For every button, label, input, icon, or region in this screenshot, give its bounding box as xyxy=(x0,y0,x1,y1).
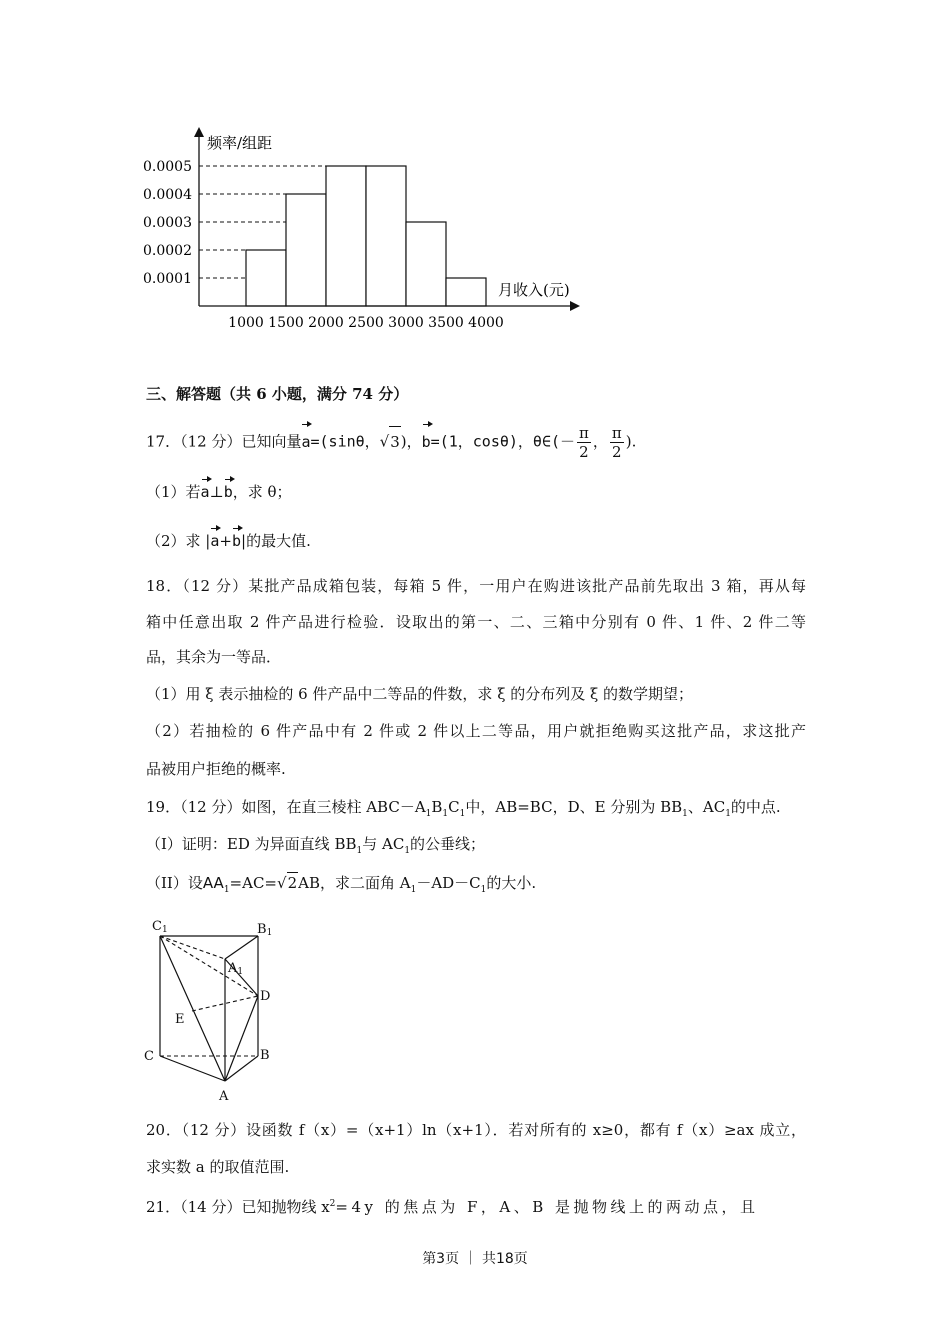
q18-part2-line1: （2）若抽检的 6 件产品中有 2 件或 2 件以上二等品，用户就拒绝购买这批产品，求这批产 xyxy=(146,722,806,740)
q19-stem: 19．（12 分）如图，在直三棱柱 $ABC-A_1B_1C_1$中，AB=BC，D、E 分别为 $BB_1$、$AC_1$的中点. xyxy=(146,798,781,819)
x-tick-label: 4000 xyxy=(468,315,504,331)
x-tick-label: 1000 xyxy=(228,315,264,331)
y-tick-label: 0.0002 xyxy=(143,243,192,259)
label-e: E xyxy=(175,1012,185,1027)
y-tick-label: 0.0001 xyxy=(143,271,192,287)
q18-line2: 箱中任意出取 2 件产品进行检验．设取出的第一、二、三箱中分别有 0 件、1 件、2 件二等 xyxy=(146,613,806,631)
x-tick-labels xyxy=(228,315,504,331)
fraction-pi-over-2: $\frac{\pi}{2}$ xyxy=(579,424,589,461)
section-heading: 三、解答题（共 6 小题，满分 74 分） xyxy=(146,385,409,403)
x-axis-arrow xyxy=(570,301,580,311)
q17-part2: （2）求 |a+b|的最大值. xyxy=(146,532,311,550)
label-a: A xyxy=(219,1089,229,1104)
x-tick-label: 3000 xyxy=(388,315,424,331)
label-b: B xyxy=(260,1048,270,1063)
y-tick-labels xyxy=(143,159,192,287)
vector-b: b xyxy=(231,532,242,550)
label-a1: A1 xyxy=(228,961,244,977)
histogram-bar xyxy=(326,166,366,306)
vector-b: b xyxy=(422,427,431,457)
q20-line2: 求实数 a 的取值范围. xyxy=(146,1158,290,1176)
q18-line1: 18．（12 分）某批产品成箱包装，每箱 5 件，一用户在购进该批产品前先取出 3 箱，再从每 xyxy=(146,577,806,595)
prism-diagram xyxy=(140,914,290,1106)
vector-a: a xyxy=(210,532,220,550)
q21-stem: 21．（14 分）已知抛物线 $x^2=4y$ 的焦点为 F，A、B 是抛物线上的两动点，且 xyxy=(146,1198,759,1216)
histogram-bar xyxy=(366,166,406,306)
histogram-bar xyxy=(246,250,286,306)
histogram-bar xyxy=(406,222,446,306)
y-axis-arrow xyxy=(194,127,204,137)
label-b1: B1 xyxy=(257,922,273,938)
label-c: C xyxy=(144,1049,154,1064)
label-c1: C1 xyxy=(152,919,168,935)
vector-b: b xyxy=(223,483,233,501)
y-tick-label: 0.0005 xyxy=(143,159,192,175)
sqrt-2: 2 xyxy=(287,874,298,892)
x-axis-label: 月收入(元) xyxy=(498,281,570,299)
y-tick-label: 0.0003 xyxy=(143,215,192,231)
q19-part1: （I）证明：ED 为异面直线 $BB_1$与 $AC_1$的公垂线； xyxy=(146,835,486,856)
label-d: D xyxy=(260,989,271,1004)
page-footer: 第3页 ｜ 共18页 xyxy=(422,1251,528,1267)
q19-part2: （II）设$AA_1=AC=√2AB$，求二面角 $A_1-AD-C_1$的大小. xyxy=(146,874,537,895)
vector-a: a xyxy=(200,483,210,501)
histogram-bar xyxy=(446,278,486,306)
x-tick-label: 2000 xyxy=(308,315,344,331)
q17-part1: （1）若a⊥b，求 θ； xyxy=(146,483,292,501)
q18-part1: （1）用 ξ 表示抽检的 6 件产品中二等品的件数，求 ξ 的分布列及 ξ 的数学期望； xyxy=(146,685,694,703)
q18-line3: 品，其余为一等品． xyxy=(146,648,282,666)
fraction-pi-over-2: $\frac{\pi}{2}$ xyxy=(611,424,622,461)
vector-a: a xyxy=(301,427,310,457)
q17-stem: 17．（12 分）已知向量a=(sinθ，√3)，b=(1，cosθ)，θ∈(－ $\frac{\pi}{2}$ ， $\frac{\pi}{2}$ ). xyxy=(146,424,637,461)
q18-part2-line2: 品被用户拒绝的概率. xyxy=(146,760,286,778)
y-axis-label: 频率/组距 xyxy=(207,134,273,152)
histogram-bar xyxy=(286,194,326,306)
chart-bars xyxy=(246,166,486,306)
sqrt-3: 3 xyxy=(389,426,401,457)
x-tick-label: 1500 xyxy=(268,315,304,331)
y-tick-label: 0.0004 xyxy=(143,187,192,203)
histogram-chart xyxy=(140,124,600,334)
x-tick-label: 3500 xyxy=(428,315,464,331)
q20-line1: 20．（12 分）设函数 f（x）=（x+1）ln（x+1）．若对所有的 x≥0，都有 f（x）≥ax 成立， xyxy=(146,1121,806,1139)
x-tick-label: 2500 xyxy=(348,315,384,331)
